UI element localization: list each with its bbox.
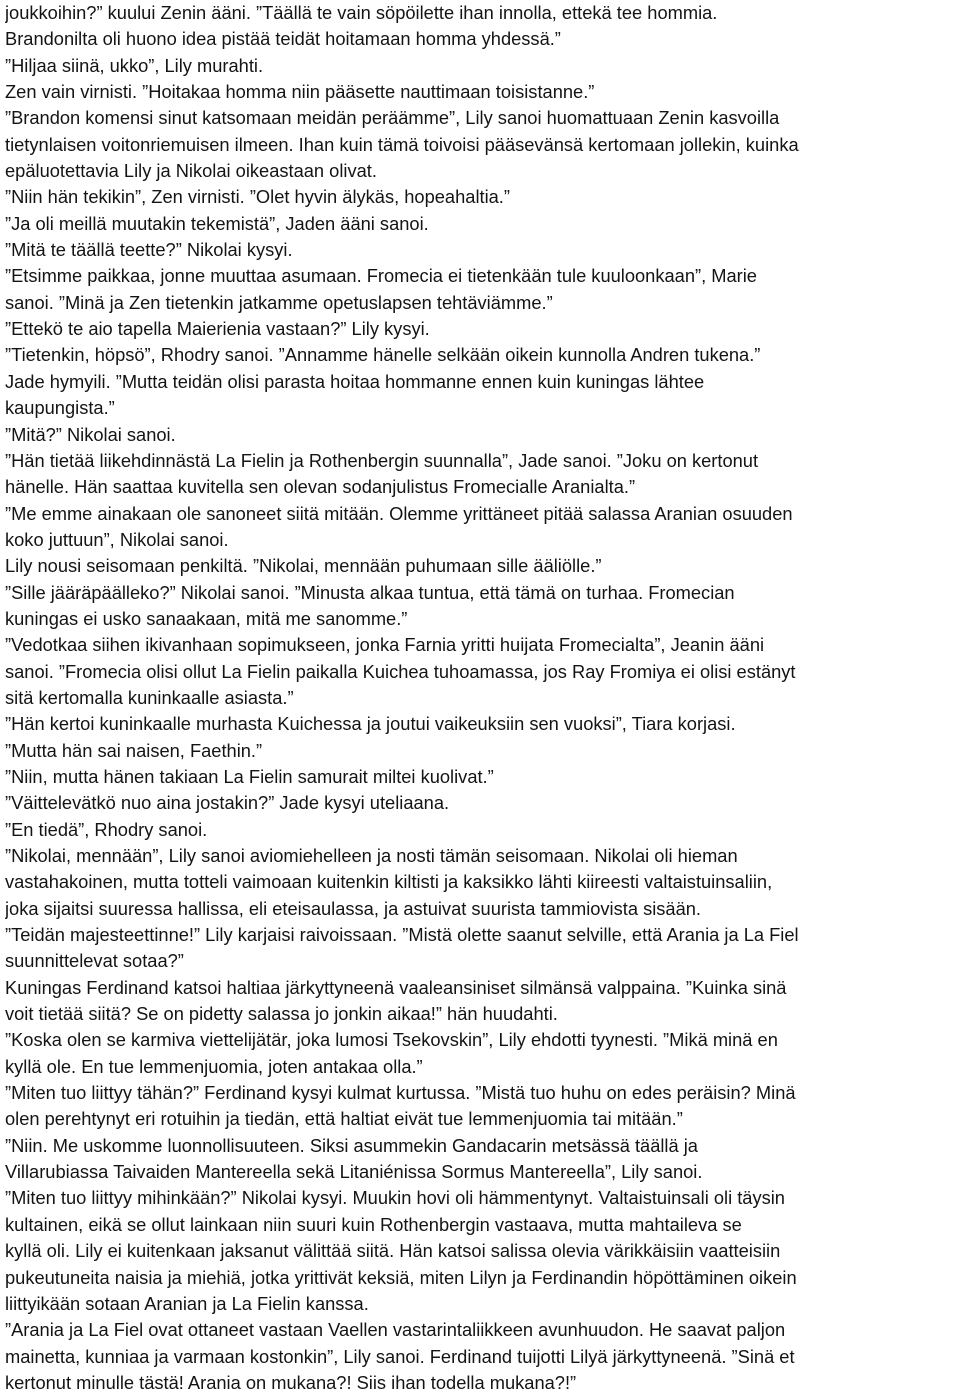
text-line: ”Ja oli meillä muutakin tekemistä”, Jaden ääni sanoi. xyxy=(5,212,429,234)
text-line: ”Mitä te täällä teette?” Nikolai kysyi. xyxy=(5,239,293,261)
text-line: koko juttuun”, Nikolai sanoi. xyxy=(5,528,229,550)
text-line: sanoi. ”Fromecia olisi ollut La Fielin paikalla Kuichea tuhoamassa, jos Ray Fromiya ei olisi estänyt xyxy=(5,660,796,682)
text-line: mainetta, kunniaa ja varmaan kostonkin”, Lily sanoi. Ferdinand tuijotti Lilyä järkyttyneenä. ”Sinä et xyxy=(5,1345,795,1367)
text-line: ”Hän kertoi kuninkaalle murhasta Kuichessa ja joutui vaikeuksiin sen vuoksi”, Tiara korjasi. xyxy=(5,713,736,735)
text-line: ”Niin, mutta hänen takiaan La Fielin samurait miltei kuolivat.” xyxy=(5,765,494,787)
text-line: voit tietää siitä? Se on pidetty salassa jo jonkin aikaa!” hän huudahti. xyxy=(5,1003,558,1025)
text-line: kyllä oli. Lily ei kuitenkaan jaksanut välittää siitä. Hän katsoi salissa olevia värikkäisiin vaatteisiin xyxy=(5,1240,781,1262)
text-line: ”Tietenkin, höpsö”, Rhodry sanoi. ”Annamme hänelle selkään oikein kunnolla Andren tukena.” xyxy=(5,344,761,366)
text-line: epäluotettavia Lily ja Nikolai oikeastaan olivat. xyxy=(5,160,377,182)
text-line: kertonut minulle tästä! Arania on mukana?! Siis ihan todella mukana?!” xyxy=(5,1371,577,1393)
text-line: kyllä ole. En tue lemmenjuomia, joten antakaa olla.” xyxy=(5,1055,423,1077)
text-line: Lily nousi seisomaan penkiltä. ”Nikolai, mennään puhumaan sille ääliölle.” xyxy=(5,555,602,577)
text-line: joka sijaitsi suuressa hallissa, eli eteisaulassa, ja astuivat suurista tammiovista sisään. xyxy=(5,897,702,919)
text-line: joukkoihin?” kuului Zenin ääni. ”Täällä te vain söpöilette ihan innolla, ettekä tee hommia. xyxy=(5,2,718,23)
text-line: ”Miten tuo liittyy tähän?” Ferdinand kysyi kulmat kurtussa. ”Mistä tuo huhu on edes peräisin? Minä xyxy=(5,1082,796,1104)
text-line: kultainen, eikä se ollut lainkaan niin suuri kuin Rothenbergin vastaava, mutta mahtaileva se xyxy=(5,1213,742,1235)
text-line: suunnittelevat sotaa?” xyxy=(5,950,184,972)
text-line: Villarubiassa Taivaiden Mantereella sekä Litaniénissa Sormus Mantereella”, Lily sanoi. xyxy=(5,1161,703,1183)
text-line: sitä kertomalla kuninkaalle asiasta.” xyxy=(5,686,294,708)
text-line: ”Mitä?” Nikolai sanoi. xyxy=(5,423,176,445)
text-line: ”Hiljaa siinä, ukko”, Lily murahti. xyxy=(5,54,264,76)
text-line: ”Brandon komensi sinut katsomaan meidän peräämme”, Lily sanoi huomattuaan Zenin kasvoilla xyxy=(5,107,780,129)
text-line: ”Hän tietää liikehdinnästä La Fielin ja Rothenbergin suunnalla”, Jade sanoi. ”Joku on kertonut xyxy=(5,449,759,471)
text-line: ”Arania ja La Fiel ovat ottaneet vastaan Vaellen vastarintaliikkeen avunhuudon. He saavat paljon xyxy=(5,1319,786,1341)
document-text-body xyxy=(5,0,960,1396)
text-line: pukeutuneita naisia ja miehiä, jotka yrittivät keksiä, miten Lilyn ja Ferdinandin höpöttäminen oikein xyxy=(5,1266,797,1288)
text-line: Jade hymyili. ”Mutta teidän olisi parasta hoitaa hommanne ennen kuin kuningas lähtee xyxy=(5,370,705,392)
text-line: ”Etsimme paikkaa, jonne muuttaa asumaan. Fromecia ei tietenkään tule kuuloonkaan”, Marie xyxy=(5,265,757,287)
text-line: ”Niin hän tekikin”, Zen virnisti. ”Olet hyvin älykäs, hopeahaltia.” xyxy=(5,186,510,208)
text-line: Brandonilta oli huono idea pistää teidät hoitamaan homma yhdessä.” xyxy=(5,28,561,50)
text-line: hänelle. Hän saattaa kuvitella sen olevan sodanjulistus Fromecialle Aranialta.” xyxy=(5,476,636,498)
text-line: liittyikään sotaan Aranian ja La Fielin kanssa. xyxy=(5,1292,369,1314)
text-line: kuningas ei usko sanaakaan, mitä me sanomme.” xyxy=(5,607,408,629)
text-line: kaupungista.” xyxy=(5,397,115,419)
text-line: ”Sille jääräpäälleko?” Nikolai sanoi. ”Minusta alkaa tuntua, että tämä on turhaa. Fromecian xyxy=(5,581,735,603)
text-line: Kuningas Ferdinand katsoi haltiaa järkyttyneenä vaaleansiniset silmänsä valppaina. ”Kuinka sinä xyxy=(5,976,787,998)
text-line: ”En tiedä”, Rhodry sanoi. xyxy=(5,818,208,840)
text-line: ”Vedotkaa siihen ikivanhaan sopimukseen, jonka Farnia yritti huijata Fromecialta”, Jeanin ääni xyxy=(5,634,765,656)
text-line: ”Teidän majesteettinne!” Lily karjaisi raivoissaan. ”Mistä olette saanut selville, että Arania ja La Fiel xyxy=(5,924,799,946)
text-line: ”Koska olen se karmiva viettelijätär, joka lumosi Tsekovskin”, Lily ehdotti tyynesti. ”Mikä minä en xyxy=(5,1029,778,1051)
text-line: tietynlaisen voitonriemuisen ilmeen. Ihan kuin tämä toivoisi pääsevänsä kertomaan jollekin, kuinka xyxy=(5,133,799,155)
text-line: ”Väittelevätkö nuo aina jostakin?” Jade kysyi uteliaana. xyxy=(5,792,450,814)
text-line: vastahakoinen, mutta totteli vaimoaan kuitenkin kiltisti ja kaksikko lähti kiireesti valtaistuinsaliin, xyxy=(5,871,773,893)
text-line: ”Mutta hän sai naisen, Faethin.” xyxy=(5,739,263,761)
text-line: Zen vain virnisti. ”Hoitakaa homma niin pääsette nauttimaan toisistanne.” xyxy=(5,81,595,103)
text-line: ”Nikolai, mennään”, Lily sanoi aviomiehelleen ja nosti tämän seisomaan. Nikolai oli hieman xyxy=(5,845,738,866)
text-line: ”Miten tuo liittyy mihinkään?” Nikolai kysyi. Muukin hovi oli hämmentynyt. Valtaistuinsali oli täysin xyxy=(5,1187,785,1209)
text-line: ”Ettekö te aio tapella Maierienia vastaan?” Lily kysyi. xyxy=(5,318,430,340)
text-line: ”Me emme ainakaan ole sanoneet siitä mitään. Olemme yrittäneet pitää salassa Aranian osuuden xyxy=(5,502,793,524)
text-line: olen perehtynyt eri rotuihin ja tiedän, että haltiat eivät tue lemmenjuomia tai mitään.” xyxy=(5,1108,683,1130)
text-line: ”Niin. Me uskomme luonnollisuuteen. Siksi asummekin Gandacarin metsässä täällä ja xyxy=(5,1134,698,1156)
text-line: sanoi. ”Minä ja Zen tietenkin jatkamme opetuslapsen tehtäviämme.” xyxy=(5,291,553,313)
